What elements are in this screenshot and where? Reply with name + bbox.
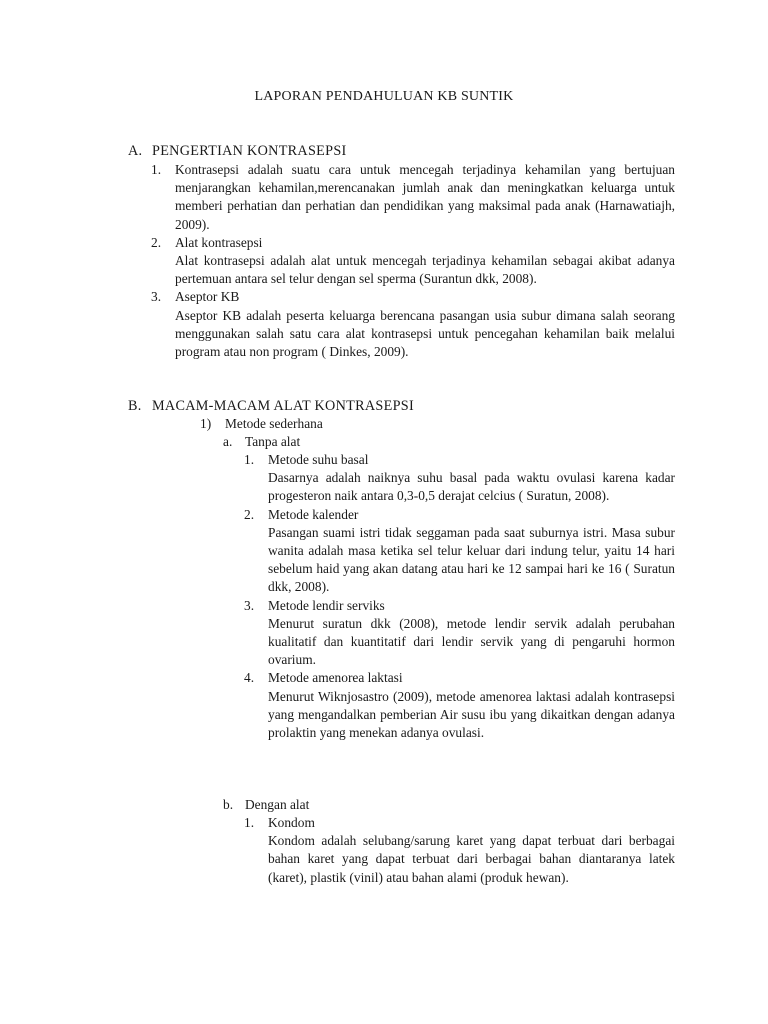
document-title: LAPORAN PENDAHULUAN KB SUNTIK [254, 89, 514, 104]
item-number: 1. [151, 162, 162, 177]
item-number: 1. [244, 452, 255, 467]
section-title: MACAM-MACAM ALAT KONTRASEPSI [152, 398, 414, 414]
list-item [151, 288, 675, 361]
item-number: 3. [151, 289, 162, 305]
item-number: 3. [244, 597, 255, 613]
list-item [244, 669, 675, 742]
item-text: Menurut suratun dkk (2008), metode lendir servik adalah perubahan kualitatif dan kuantitatif dari lendir servik yang di pengaruhi hormon ovarium. [268, 615, 675, 668]
list-item [151, 161, 675, 234]
item-number: 1) [200, 416, 212, 431]
item-label: Metode lendir serviks [268, 597, 385, 613]
item-label: Metode amenorea laktasi [268, 670, 403, 686]
list-item [151, 234, 675, 289]
item-label: Alat kontrasepsi [175, 234, 263, 250]
list-item [244, 506, 675, 597]
item-label: Metode suhu basal [268, 452, 369, 467]
tanpa-alat-heading [223, 433, 675, 451]
item-number: 4. [244, 670, 255, 686]
list-item [244, 451, 675, 506]
item-text: Pasangan suami istri tidak seggaman pada saat suburnya istri. Masa subur wanita adalah masa ketika sel telur keluar dari indung telur, yaitu 14 hari sebelum haid yang akan datang atau hari ke 12 sampai hari ke 16 ( Suratun dkk, 2008). [268, 524, 675, 595]
item-letter: b. [223, 797, 234, 812]
item-number: 2. [151, 234, 162, 250]
section-letter: B. [128, 398, 142, 414]
dengan-alat-list [244, 814, 675, 887]
metode-heading [200, 415, 675, 433]
item-number: 1. [244, 815, 255, 830]
section-b-heading [128, 397, 414, 415]
tanpa-alat-list [244, 451, 675, 742]
item-text: Kontrasepsi adalah suatu cara untuk mencegah terjadinya kehamilan yang bertujuan menjarangkan kehamilan,merencanakan jumlah anak dan meningkatkan keluarga untuk memberi perhatian dan perhatian dan pendidikan yang maksimal pada anak (Harnawatiajh, 2009). [175, 162, 675, 232]
list-item [244, 597, 675, 670]
item-label: Metode sederhana [225, 416, 323, 431]
section-a-heading [128, 142, 347, 160]
section-letter: A. [128, 143, 143, 159]
item-number: 2. [244, 506, 255, 522]
section-a-list [151, 161, 675, 361]
item-label: Tanpa alat [245, 434, 301, 449]
item-letter: a. [223, 434, 233, 449]
section-title: PENGERTIAN KONTRASEPSI [152, 143, 347, 159]
item-text: Dasarnya adalah naiknya suhu basal pada waktu ovulasi karena kadar progesteron naik antara 0,3-0,5 derajat celcius ( Suratun, 2008). [268, 470, 675, 504]
item-text: Aseptor KB adalah peserta keluarga berencana pasangan usia subur dimana salah seorang menggunakan salah satu cara alat kontrasepsi untuk pencegahan kehamilan baik melalui program atau non program ( Dinkes, 2009). [175, 307, 675, 360]
item-label: Aseptor KB [175, 289, 240, 305]
item-label: Dengan alat [245, 797, 310, 812]
item-label: Kondom [268, 815, 315, 830]
dengan-alat-heading [223, 796, 675, 814]
item-text: Kondom adalah selubang/sarung karet yang dapat terbuat dari berbagai bahan karet yang dapat terbuat dari berbagai bahan diantaranya latek (karet), plastik (vinil) atau bahan alami (produk hewan). [268, 833, 675, 885]
list-item [244, 814, 675, 887]
item-text: Alat kontrasepsi adalah alat untuk mencegah terjadinya kehamilan sebagai akibat adanya pertemuan antara sel telur dengan sel sperma (Surantun dkk, 2008). [175, 253, 675, 287]
item-label: Metode kalender [268, 506, 359, 522]
item-text: Menurut Wiknjosastro (2009), metode amenorea laktasi adalah kontrasepsi yang mengandalkan pemberian Air susu ibu yang dikaitkan dengan adanya prolaktin yang menekan adanya ovulasi. [268, 688, 675, 741]
